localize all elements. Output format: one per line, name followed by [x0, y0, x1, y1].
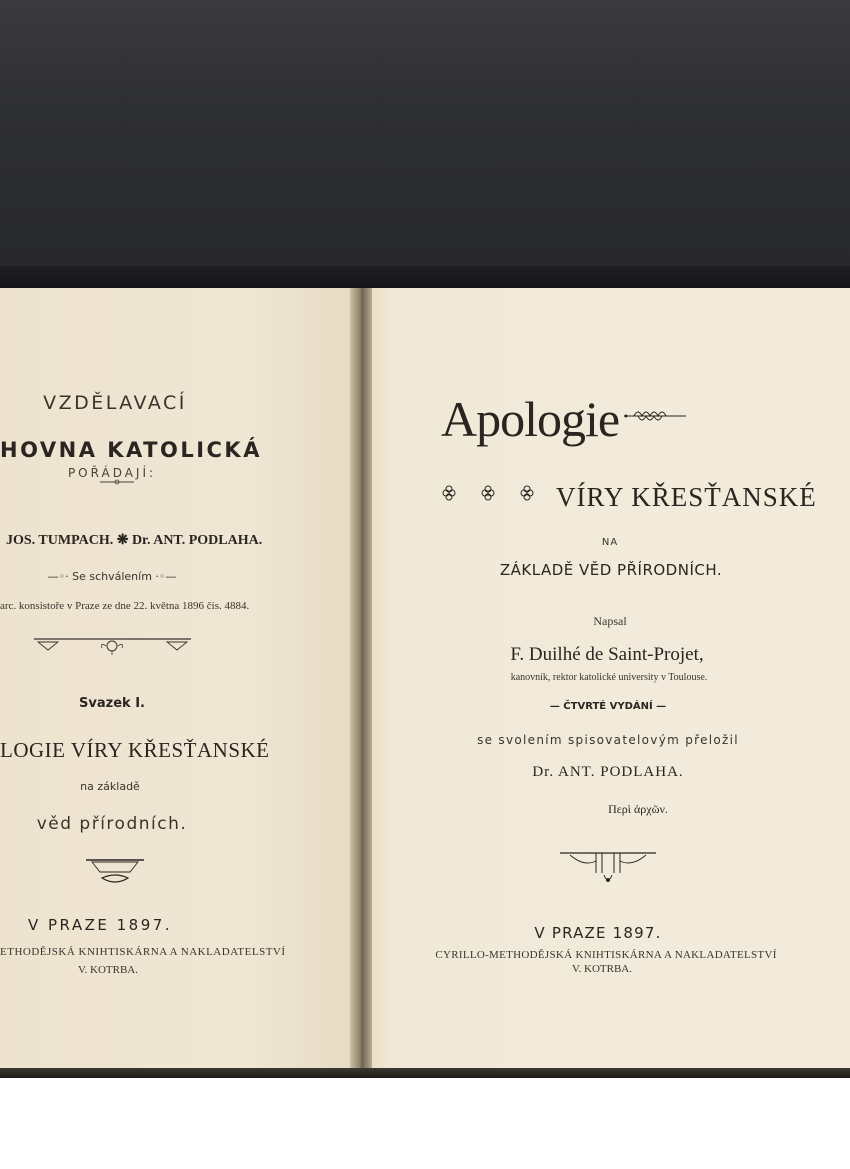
book-gutter — [350, 288, 372, 1070]
left-poradaji: POŘÁDAJÍ: — [67, 466, 157, 480]
right-owner: V. KOTRBA. — [571, 963, 633, 975]
left-small-rule-icon — [100, 479, 134, 485]
left-editors: JOS. TUMPACH. ❋ Dr. ANT. PODLAHA. — [6, 533, 263, 548]
right-na: NA — [601, 537, 619, 548]
right-title2: VÍRY KŘESŤANSKÉ — [556, 482, 817, 512]
right-printer: CYRILLO-METHODĚJSKÁ KNIHTISKÁRNA A NAKLADATELSTVÍ — [435, 949, 777, 961]
right-author: F. Duilhé de Saint-Projet, — [510, 644, 704, 665]
right-edition: — ČTVRTÉ VYDÁNÍ — — [549, 701, 667, 712]
left-book-title: LOGIE VÍRY KŘESŤANSKÉ — [0, 738, 270, 762]
left-volume: Svazek I. — [79, 696, 145, 711]
left-consistory: arc. konsistoře v Praze ze dne 22. května 1896 čís. 4884. — [0, 600, 250, 612]
left-ornament-icon — [30, 634, 195, 656]
left-place-year: V PRAZE 1897. — [27, 916, 173, 934]
left-series-line1: VZDĚLAVACÍ — [43, 392, 187, 414]
right-title: Apologie — [441, 391, 620, 447]
right-author-desc: kanovník, rektor katolické university v Toulouse. — [510, 672, 708, 683]
left-subtitle2: věd přírodních. — [36, 814, 188, 834]
right-bottom-ornament-icon — [560, 847, 656, 887]
left-series-line2: HOVNA KATOLICKÁ — [0, 438, 262, 462]
dark-background — [0, 0, 850, 290]
left-subtitle1: na základě — [80, 780, 140, 793]
book-bottom-edge — [0, 1068, 850, 1078]
right-greek: Περὶ ἀρχῶν. — [608, 802, 668, 816]
right-zaklade: ZÁKLADĚ VĚD PŘÍRODNÍCH. — [499, 561, 723, 579]
right-title-flourish-icon — [620, 406, 690, 426]
left-small-ornament-icon — [86, 856, 144, 886]
right-translated: se svolením spisovatelovým přeložil — [477, 733, 739, 747]
left-approval: —◦· Se schválením ·◦— — [47, 570, 177, 583]
right-clover-ornaments-icon — [440, 484, 540, 502]
right-translator: Dr. ANT. PODLAHA. — [532, 764, 684, 780]
right-napsal: Napsal — [593, 614, 627, 628]
left-owner: V. KOTRBA. — [77, 964, 139, 976]
right-place-year: V PRAZE 1897. — [534, 924, 662, 942]
left-printer: ETHODĚJSKÁ KNIHTISKÁRNA A NAKLADATELSTVÍ — [0, 946, 286, 958]
